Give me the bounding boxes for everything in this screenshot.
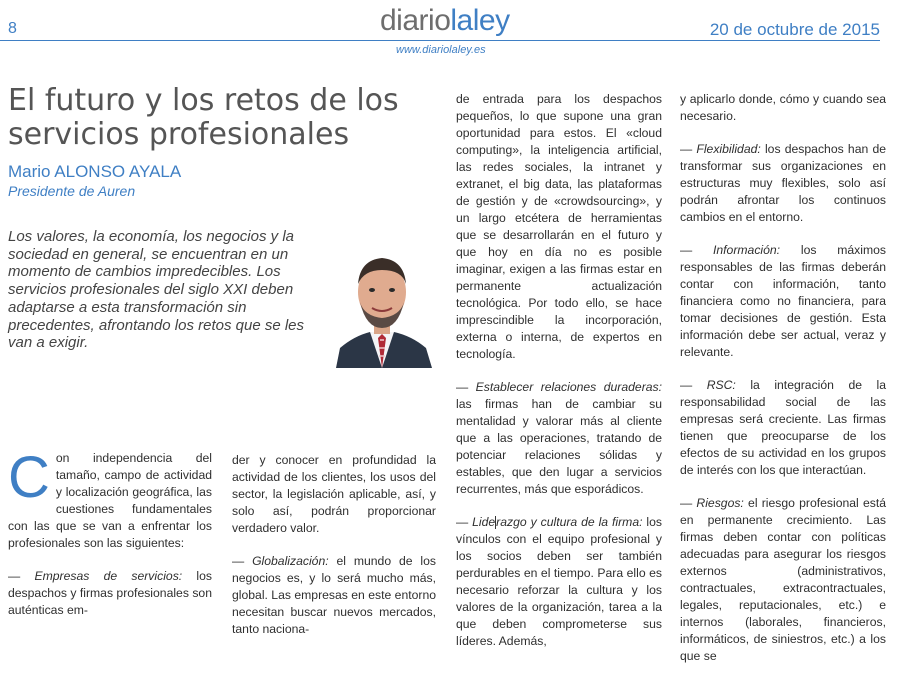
intro-paragraph: on independencia del tamaño, campo de actividad y localización geográfica, las cuestiones fundamentales con las que se van a enfrentar los profesionales son las siguientes: xyxy=(8,451,212,550)
item-label: Riesgos: xyxy=(696,496,744,510)
dash: — xyxy=(680,142,697,156)
brand-logo xyxy=(380,4,510,38)
item-label-part-b: razgo y cultura de la firma: xyxy=(496,515,643,529)
header-divider xyxy=(0,40,880,41)
dash: — xyxy=(456,380,476,394)
page-number: 8 xyxy=(8,20,17,37)
article-title: El futuro y los retos de los servicios profesionales xyxy=(8,83,399,152)
item-label: Información: xyxy=(713,243,781,257)
paragraph: der y conocer en profundidad la actividad de los clientes, los usos del sector, la legislación aplicable, así, y solo así, podrán proporcionar verdadero valor. xyxy=(232,453,436,535)
item-text: el riesgo profesional está en permanente crecimiento. Las firmas deben contar con políticas adecuadas para asegurar los riesgos externos (administrativos, contractuales, extracontractuales, legales, reputacionales, etc.) e internos (laborales, financieros, informáticos, de siniestros, etc.) a los que se xyxy=(680,496,886,663)
item-text: los despachos han de transformar sus organizaciones en estructuras muy flexibles, solo así podrán afrontar los continuos cambios en el entorno. xyxy=(680,142,887,224)
article-column-1 xyxy=(8,445,213,635)
paragraph: de entrada para los despachos pequeños, lo que supone una gran oportunidad para estos. El «cloud computing», la inteligencia artificial, las redes sociales, la intranet y extranet, el big data, las plataformas de gestión y de «crowdsourcing», y un largo etcétera de herramientas que se desarrollarán en el futuro y que hoy en día no es posible imaginar, exigen a las firmas estar en permanente actualización tecnológica. Por todo ello, se hace imprescindible la incorporación, externa o interna, de expertos en tecnología. xyxy=(456,92,662,361)
article-column-4 xyxy=(680,91,886,681)
author-name: Mario ALONSO AYALA xyxy=(8,162,182,181)
website-link[interactable]: www.diariolaley.es xyxy=(396,44,486,56)
item-text: el mundo de los negocios es, y lo será mucho más, global. Las empresas en este entorno necesitan buscar nuevos mercados, tanto naciona- xyxy=(232,554,436,636)
author-portrait-illustration xyxy=(326,236,438,368)
item-text: los despachos y firmas profesionales son auténticas em- xyxy=(8,569,213,617)
dash: — xyxy=(680,243,713,257)
item-text: las firmas han de cambiar su mentalidad y valorar más al cliente que a las operaciones, tratando de potenciar relaciones sólidas y estables, que den lugar a servicios recurrentes, más que esporádicos. xyxy=(456,397,662,496)
item-text: la integración de la responsabilidad social de las empresas será creciente. Las firmas tienen que preocuparse de los efectos de su actividad en los grupos de interés con los que interactúan. xyxy=(680,378,886,477)
item-label: Establecer relaciones duraderas: xyxy=(475,380,663,394)
dash: — xyxy=(680,496,697,510)
author-photo xyxy=(326,236,438,368)
item-label: Globalización: xyxy=(252,554,329,568)
article-column-3 xyxy=(456,91,662,666)
author-role: Presidente de Auren xyxy=(8,183,136,199)
brand-part-1: diario xyxy=(380,4,451,37)
article-column-2 xyxy=(232,452,436,654)
paragraph: y aplicarlo donde, cómo y cuando sea necesario. xyxy=(680,92,886,123)
dash: — xyxy=(232,554,253,568)
item-text: los vínculos con el equipo profesional y los socios deben ser también perdurables en el tiempo. Para ello es necesario reforzar la cultura y los valores de la organización, tarea a la que deben comprometerse sus líderes. Además, xyxy=(456,515,663,648)
dash: — xyxy=(680,378,707,392)
issue-date: 20 de octubre de 2015 xyxy=(709,20,880,39)
dash: — xyxy=(456,515,473,529)
item-label-part-a: Lide xyxy=(472,515,496,529)
item-text: los máximos responsables de las firmas deberán contar con información, tanto financiera como no financiera, para tomar decisiones de gestión. Esta información debe ser actual, veraz y relevante. xyxy=(680,243,887,359)
item-label: Flexibilidad: xyxy=(696,142,761,156)
brand-part-2: laley xyxy=(450,4,510,37)
dash: — xyxy=(8,569,35,583)
item-label: RSC: xyxy=(706,378,736,392)
drop-cap: C xyxy=(8,445,50,510)
item-label: Empresas de servicios: xyxy=(34,569,183,583)
article-lead: Los valores, la economía, los negocios y la sociedad en general, se encuentran en un momento de cambios impredecibles. Los servicios profesionales del siglo XXI deben adaptarse a esta transformación sin precedentes, afrontando los retos que se les van a exigir. xyxy=(8,228,305,352)
